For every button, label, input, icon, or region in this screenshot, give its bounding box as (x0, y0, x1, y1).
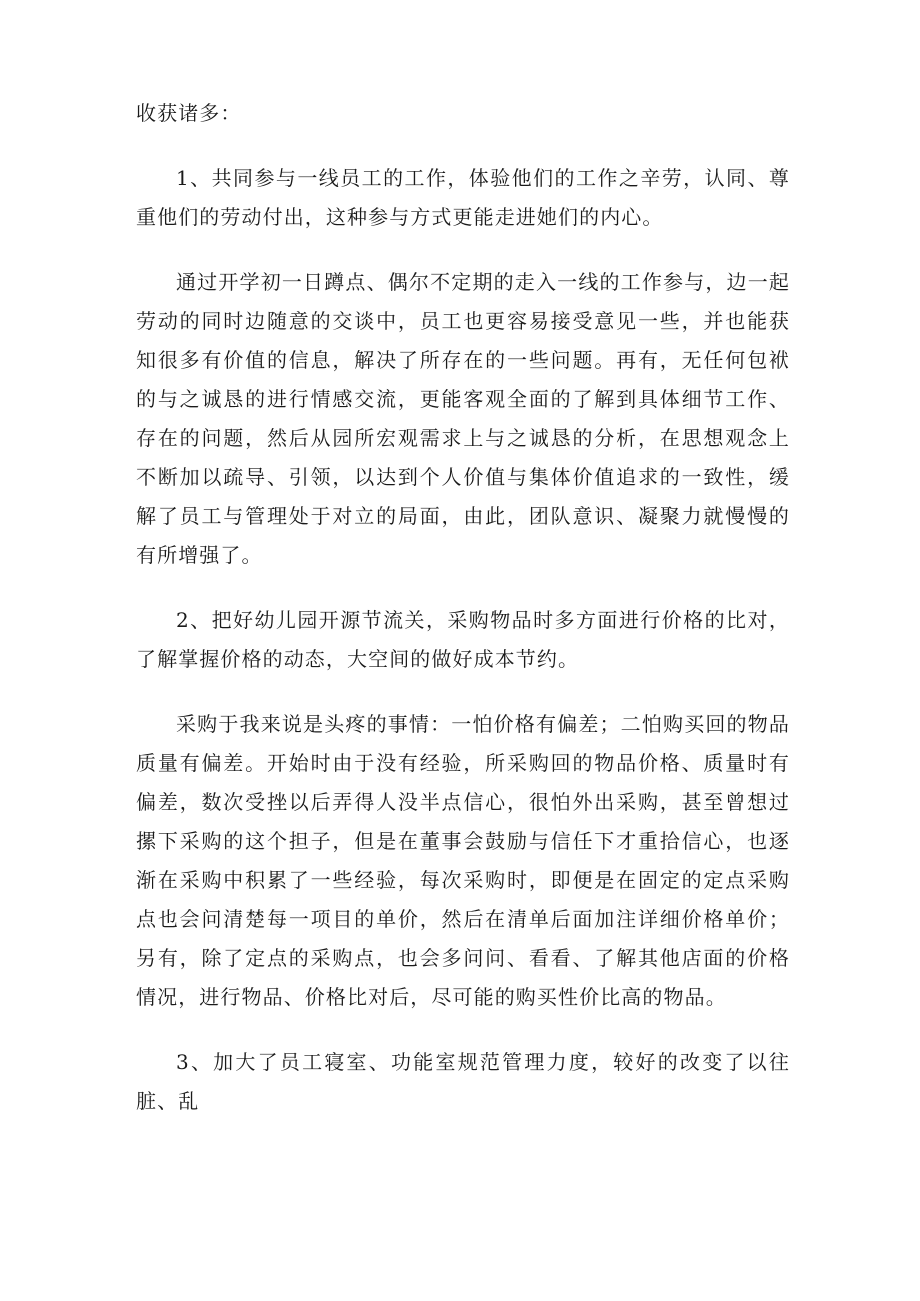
point-2-heading: 2、把好幼儿园开源节流关，采购物品时多方面进行价格的比对，了解掌握价格的动态，大空间的做好成本节约。 (136, 608, 790, 671)
intro-line: 收获诸多： (136, 101, 242, 125)
point-1-heading: 1、共同参与一线员工的工作，体验他们的工作之辛劳，认同、尊重他们的劳动付出，这种参与方式更能走进她们的内心。 (136, 166, 790, 229)
point-1-body: 通过开学初一日蹲点、偶尔不定期的走入一线的工作参与，边一起劳动的同时边随意的交谈中，员工也更容易接受意见一些，并也能获知很多有价值的信息，解决了所存在的一些问题。再有，无任何包袱的与之诚恳的进行情感交流，更能客观全面的了解到具体细节工作、存在的问题，然后从园所宏观需求上与之诚恳的分析，在思想观念上不断加以疏导、引领，以达到个人价值与集体价值追求的一致性，缓解了员工与管理处于对立的局面，由此，团队意识、凝聚力就慢慢的有所增强了。 (136, 270, 790, 567)
point-3-heading: 3、加大了员工寝室、功能室规范管理力度，较好的改变了以往脏、乱 (136, 1050, 790, 1113)
point-2-body: 采购于我来说是头疼的事情：一怕价格有偏差；二怕购买回的物品质量有偏差。开始时由于没有经验，所采购回的物品价格、质量时有偏差，数次受挫以后弄得人没半点信心，很怕外出采购，甚至曾想过摞下采购的这个担子，但是在董事会鼓励与信任下才重拾信心，也逐渐在采购中积累了一些经验，每次采购时，即便是在固定的定点采购点也会问清楚每一项目的单价，然后在清单后面加注详细价格单价；另有，除了定点的采购点，也会多问问、看看、了解其他店面的价格情况，进行物品、价格比对后，尽可能的购买性价比高的物品。 (136, 712, 790, 1009)
document-body (136, 94, 790, 1147)
